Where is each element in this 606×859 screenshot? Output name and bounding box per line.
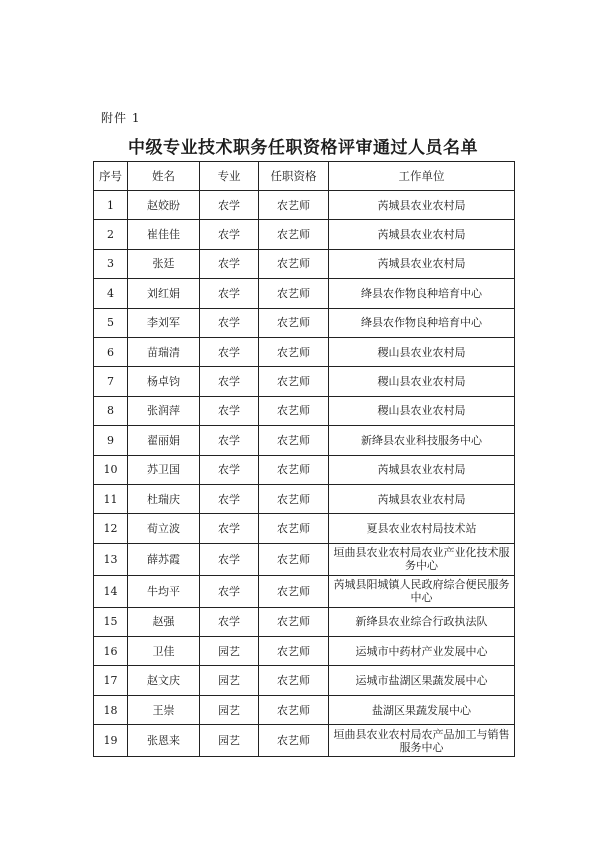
cell-qualification: 农艺师 xyxy=(259,725,329,757)
cell-major: 农学 xyxy=(200,337,259,366)
cell-no: 19 xyxy=(94,725,128,757)
table-row xyxy=(94,695,515,724)
table-body xyxy=(94,191,515,757)
table-row xyxy=(94,279,515,308)
cell-no: 17 xyxy=(94,666,128,695)
table-row xyxy=(94,637,515,666)
cell-name: 牛均平 xyxy=(128,575,200,607)
cell-no: 18 xyxy=(94,695,128,724)
cell-qualification: 农艺师 xyxy=(259,607,329,636)
cell-unit: 夏县农业农村局技术站 xyxy=(329,514,515,543)
attachment-label: 附件 1 xyxy=(101,111,141,125)
cell-qualification: 农艺师 xyxy=(259,426,329,455)
cell-qualification: 农艺师 xyxy=(259,575,329,607)
table-row xyxy=(94,249,515,278)
cell-major: 园艺 xyxy=(200,695,259,724)
cell-unit: 垣曲县农业农村局农产品加工与销售服务中心 xyxy=(329,725,515,757)
table-row xyxy=(94,543,515,575)
cell-unit: 垣曲县农业农村局农业产业化技术服务中心 xyxy=(329,543,515,575)
cell-major: 园艺 xyxy=(200,637,259,666)
cell-unit: 芮城县农业农村局 xyxy=(329,220,515,249)
cell-major: 农学 xyxy=(200,607,259,636)
cell-name: 苗瑞清 xyxy=(128,337,200,366)
document-title: 中级专业技术职务任职资格评审通过人员名单 xyxy=(128,138,478,158)
cell-major: 农学 xyxy=(200,367,259,396)
cell-no: 1 xyxy=(94,191,128,220)
cell-name: 苏卫国 xyxy=(128,455,200,484)
cell-major: 农学 xyxy=(200,396,259,425)
cell-qualification: 农艺师 xyxy=(259,367,329,396)
cell-unit: 芮城县农业农村局 xyxy=(329,191,515,220)
cell-name: 崔佳佳 xyxy=(128,220,200,249)
cell-major: 农学 xyxy=(200,279,259,308)
cell-unit: 绛县农作物良种培育中心 xyxy=(329,308,515,337)
cell-no: 3 xyxy=(94,249,128,278)
cell-name: 张恩来 xyxy=(128,725,200,757)
cell-no: 8 xyxy=(94,396,128,425)
cell-unit: 芮城县农业农村局 xyxy=(329,249,515,278)
cell-unit: 稷山县农业农村局 xyxy=(329,337,515,366)
cell-qualification: 农艺师 xyxy=(259,308,329,337)
cell-no: 6 xyxy=(94,337,128,366)
cell-name: 张润萍 xyxy=(128,396,200,425)
cell-no: 7 xyxy=(94,367,128,396)
cell-no: 14 xyxy=(94,575,128,607)
cell-unit: 新绛县农业综合行政执法队 xyxy=(329,607,515,636)
table-row xyxy=(94,308,515,337)
cell-major: 农学 xyxy=(200,484,259,513)
table-row xyxy=(94,367,515,396)
cell-no: 9 xyxy=(94,426,128,455)
header-no: 序号 xyxy=(94,162,128,191)
table-row xyxy=(94,725,515,757)
cell-major: 农学 xyxy=(200,575,259,607)
cell-no: 2 xyxy=(94,220,128,249)
cell-unit: 芮城县阳城镇人民政府综合便民服务中心 xyxy=(329,575,515,607)
cell-name: 杜瑞庆 xyxy=(128,484,200,513)
table-row xyxy=(94,426,515,455)
cell-unit: 运城市中药材产业发展中心 xyxy=(329,637,515,666)
cell-qualification: 农艺师 xyxy=(259,666,329,695)
cell-no: 5 xyxy=(94,308,128,337)
cell-qualification: 农艺师 xyxy=(259,279,329,308)
cell-qualification: 农艺师 xyxy=(259,191,329,220)
cell-unit: 盐湖区果蔬发展中心 xyxy=(329,695,515,724)
cell-no: 12 xyxy=(94,514,128,543)
table-row xyxy=(94,575,515,607)
table-row xyxy=(94,666,515,695)
cell-name: 赵强 xyxy=(128,607,200,636)
cell-name: 张廷 xyxy=(128,249,200,278)
table-row xyxy=(94,484,515,513)
cell-name: 赵文庆 xyxy=(128,666,200,695)
cell-qualification: 农艺师 xyxy=(259,396,329,425)
cell-major: 园艺 xyxy=(200,666,259,695)
cell-name: 杨卓钧 xyxy=(128,367,200,396)
cell-major: 农学 xyxy=(200,455,259,484)
header-row xyxy=(94,162,515,191)
cell-major: 园艺 xyxy=(200,725,259,757)
cell-major: 农学 xyxy=(200,514,259,543)
cell-major: 农学 xyxy=(200,220,259,249)
cell-unit: 新绛县农业科技服务中心 xyxy=(329,426,515,455)
cell-qualification: 农艺师 xyxy=(259,484,329,513)
cell-name: 李刘军 xyxy=(128,308,200,337)
cell-qualification: 农艺师 xyxy=(259,455,329,484)
cell-no: 13 xyxy=(94,543,128,575)
cell-name: 卫佳 xyxy=(128,637,200,666)
cell-qualification: 农艺师 xyxy=(259,514,329,543)
table-row xyxy=(94,337,515,366)
table-row xyxy=(94,220,515,249)
cell-qualification: 农艺师 xyxy=(259,637,329,666)
header-major: 专业 xyxy=(200,162,259,191)
cell-no: 15 xyxy=(94,607,128,636)
cell-qualification: 农艺师 xyxy=(259,695,329,724)
cell-major: 农学 xyxy=(200,426,259,455)
cell-no: 10 xyxy=(94,455,128,484)
cell-name: 赵姣盼 xyxy=(128,191,200,220)
cell-name: 刘红娟 xyxy=(128,279,200,308)
cell-name: 翟丽娟 xyxy=(128,426,200,455)
cell-qualification: 农艺师 xyxy=(259,249,329,278)
cell-name: 王崇 xyxy=(128,695,200,724)
cell-unit: 绛县农作物良种培育中心 xyxy=(329,279,515,308)
table-row xyxy=(94,514,515,543)
cell-unit: 稷山县农业农村局 xyxy=(329,367,515,396)
table-row xyxy=(94,607,515,636)
cell-no: 11 xyxy=(94,484,128,513)
cell-major: 农学 xyxy=(200,308,259,337)
header-qualification: 任职资格 xyxy=(259,162,329,191)
cell-unit: 芮城县农业农村局 xyxy=(329,455,515,484)
cell-no: 16 xyxy=(94,637,128,666)
table-row xyxy=(94,191,515,220)
cell-unit: 运城市盐湖区果蔬发展中心 xyxy=(329,666,515,695)
table-header xyxy=(94,162,515,191)
cell-no: 4 xyxy=(94,279,128,308)
cell-major: 农学 xyxy=(200,191,259,220)
cell-unit: 芮城县农业农村局 xyxy=(329,484,515,513)
header-unit: 工作单位 xyxy=(329,162,515,191)
table-row xyxy=(94,455,515,484)
cell-major: 农学 xyxy=(200,543,259,575)
cell-name: 荀立波 xyxy=(128,514,200,543)
cell-name: 薛苏霞 xyxy=(128,543,200,575)
cell-unit: 稷山县农业农村局 xyxy=(329,396,515,425)
header-name: 姓名 xyxy=(128,162,200,191)
cell-major: 农学 xyxy=(200,249,259,278)
table-row xyxy=(94,396,515,425)
cell-qualification: 农艺师 xyxy=(259,337,329,366)
cell-qualification: 农艺师 xyxy=(259,543,329,575)
cell-qualification: 农艺师 xyxy=(259,220,329,249)
personnel-table xyxy=(93,161,515,757)
